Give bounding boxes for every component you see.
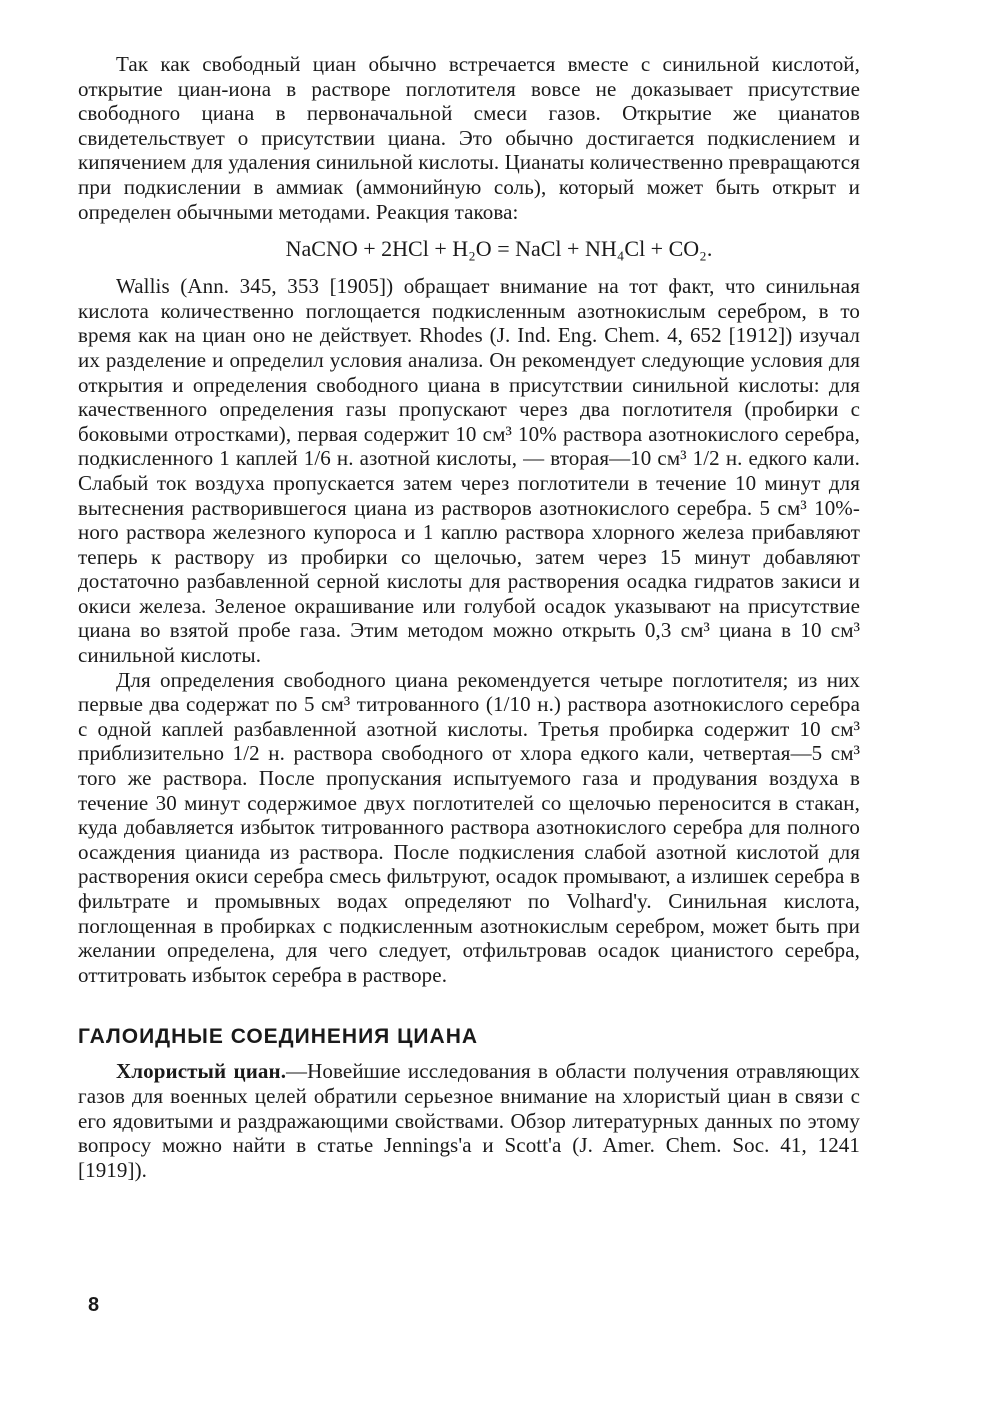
page-body: [78, 52, 860, 1182]
chloride-paragraph-text: —Новейшие исследования в области получения отравляющих газов для военных целей обратили серьезное внимание на хлористый циан в связи с его ядовитыми и раздражающими свойствами. Обзор литературных данных по этому вопросу можно найти в статье Jennings'a и Scott'a (J. Amer. Chem. Soc. 41, 1241 [1919]).: [78, 1059, 860, 1182]
page-number: 8: [88, 1294, 100, 1316]
chloride-paragraph: [78, 1059, 860, 1182]
wallis-paragraph: Wallis (Ann. 345, 353 [1905]) обращает внимание на тот факт, что синильная кислота количественно поглощается подкисленным азотнокислым серебром, в то время как на циан оно не действует. Rhodes (J. Ind. Eng. Chem. 4, 652 [1912]) изучал их разделение и определил условия анализа. Он рекомендует следующие условия для открытия и определения свободного циана в присутствии синильной кислоты: для качественного определения газы пропускают через два поглотителя (пробирки с боковыми отростками), первая содержит 10 см³ 10% раствора азотнокислого серебра, подкисленного 1 каплей 1/6 н. азотной кислоты, — вторая—10 см³ 1/2 н. едкого кали. Слабый ток воздуха пропускается затем через поглотители в течение 10 минут для вытеснения растворившегося циана из растворов азотнокислого серебра. 5 см³ 10%-ного раствора железного купороса и 1 каплю раствора хлорного железа прибавляют теперь к раствору из пробирки со щелочью, затем через 15 минут добавляют достаточно разбавленной серной кислоты для растворения осадка гидратов закиси и окиси железа. Зеленое окрашивание или голубой осадок указывают на присутствие циана во взятой пробе газа. Этим методом можно открыть 0,3 см³ циана в 10 см³ синильной кислоты.: [78, 274, 860, 668]
reaction-equation: NaCNO + 2HCl + H₂O = NaCl + NH₄Cl + CO₂.: [285, 236, 713, 262]
quantitative-paragraph: Для определения свободного циана рекомендуется четыре поглотителя; из них первые два содержат по 5 см³ титрованного (1/10 н.) раствора азотнокислого серебра с одной каплей разбавленной азотной кислоты. Третья пробирка содержит 10 см³ приблизительно 1/2 н. раствора свободного от хлора едкого кали, четвертая—5 см³ того же раствора. После пропускания испытуемого газа и продувания воздуха в течение 30 минут содержимое двух поглотителей со щелочью переносится в стакан, куда добавляется избыток титрованного раствора азотнокислого серебра для полного осаждения цианида из раствора. После подкисления слабой азотной кислотой для растворения окиси серебра смесь фильтруют, осадок промывают, а излишек серебра в фильтрате и промывных водах определяют по Volhard'y. Синильная кислота, поглощенная в пробирках с подкисленным азотнокислым серебром, может быть при желании определена, для чего следует, отфильтровав осадок цианистого серебра, оттитровать избыток серебра в растворе.: [78, 667, 860, 987]
section-heading: ГАЛОИДНЫЕ СОЕДИНЕНИЯ ЦИАНА: [78, 1025, 479, 1049]
chloride-runin-title: Хлористый циан.: [116, 1059, 287, 1084]
intro-paragraph: Так как свободный циан обычно встречается вместе с синильной кислотой, открытие циан-иона в растворе поглотителя вовсе не доказывает присутствие свободного циана в первоначальной смеси газов. Открытие же цианатов свидетельствует о присутствии циана. Это обычно достигается подкислением и кипячением для удаления синильной кислоты. Цианаты количественно превращаются при подкислении в аммиак (аммонийную соль), который может быть открыт и определен обычными методами. Реакция такова:: [78, 52, 860, 224]
